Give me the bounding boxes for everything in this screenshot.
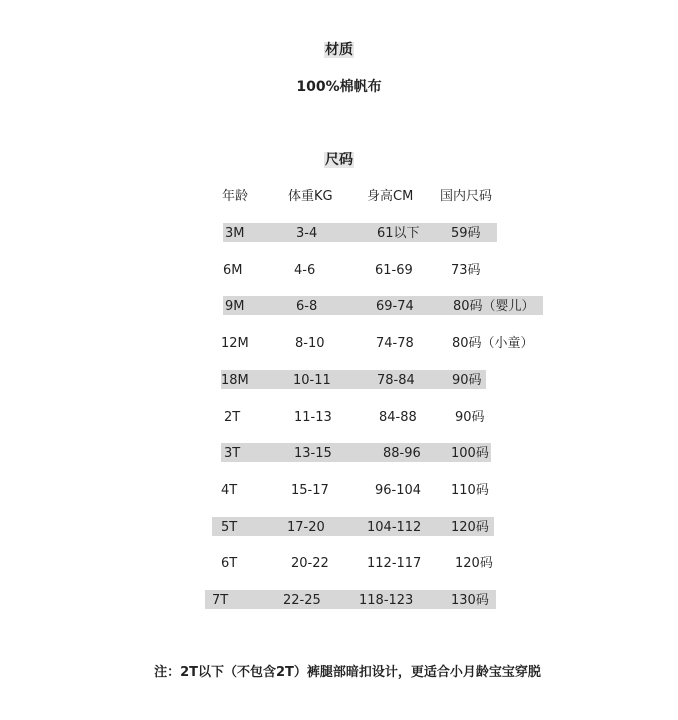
cell-age: 5T xyxy=(221,520,238,535)
cell-height: 88-96 xyxy=(383,446,421,461)
cell-weight: 6-8 xyxy=(296,299,318,314)
cell-age: 12M xyxy=(221,336,249,351)
material-title xyxy=(0,40,678,60)
header-age: 年龄 xyxy=(222,189,249,204)
cell-weight: 22-25 xyxy=(283,593,321,608)
cell-height: 96-104 xyxy=(375,483,422,498)
cell-age: 6T xyxy=(221,556,238,571)
cell-size: 100码 xyxy=(451,446,489,461)
cell-size: 120码 xyxy=(451,520,489,535)
cell-size: 110码 xyxy=(451,483,489,498)
cell-age: 7T xyxy=(212,593,229,608)
cell-height: 74-78 xyxy=(376,336,414,351)
cell-age: 18M xyxy=(221,373,249,388)
cell-size: 80码（婴儿） xyxy=(453,299,535,314)
size-title xyxy=(0,150,678,170)
cell-height: 78-84 xyxy=(377,373,415,388)
cell-height: 84-88 xyxy=(379,410,417,425)
cell-weight: 11-13 xyxy=(294,410,332,425)
cell-size: 130码 xyxy=(451,593,489,608)
material-title-text: 材质 xyxy=(325,42,353,58)
cell-weight: 15-17 xyxy=(291,483,329,498)
row-highlight xyxy=(221,370,486,389)
material-value: 100%棉帆布 xyxy=(296,79,382,95)
cell-size: 90码 xyxy=(452,373,482,388)
cell-size: 90码 xyxy=(455,410,485,425)
cell-age: 3T xyxy=(224,446,241,461)
cell-weight: 10-11 xyxy=(293,373,331,388)
cell-height: 61以下 xyxy=(377,226,420,241)
cell-weight: 13-15 xyxy=(294,446,332,461)
cell-height: 112-117 xyxy=(367,556,422,571)
cell-age: 6M xyxy=(223,263,243,278)
cell-weight: 8-10 xyxy=(295,336,325,351)
cell-size: 80码（小童） xyxy=(452,336,534,351)
header-size: 国内尺码 xyxy=(440,189,493,204)
cell-size: 73码 xyxy=(451,263,481,278)
size-title-text: 尺码 xyxy=(325,152,353,168)
cell-size: 120码 xyxy=(455,556,493,571)
cell-age: 4T xyxy=(221,483,238,498)
header-height: 身高CM xyxy=(367,189,414,204)
cell-weight: 4-6 xyxy=(294,263,316,278)
cell-age: 3M xyxy=(225,226,245,241)
cell-height: 69-74 xyxy=(376,299,414,314)
cell-height: 118-123 xyxy=(359,593,414,608)
header-weight: 体重KG xyxy=(288,189,333,204)
cell-size: 59码 xyxy=(451,226,481,241)
cell-age: 9M xyxy=(225,299,245,314)
cell-weight: 20-22 xyxy=(291,556,329,571)
footnote: 注：2T以下（不包含2T）裤腿部暗扣设计，更适合小月龄宝宝穿脱 xyxy=(154,665,541,680)
cell-height: 61-69 xyxy=(375,263,413,278)
cell-age: 2T xyxy=(224,410,241,425)
cell-weight: 3-4 xyxy=(296,226,318,241)
cell-height: 104-112 xyxy=(367,520,422,535)
cell-weight: 17-20 xyxy=(287,520,325,535)
